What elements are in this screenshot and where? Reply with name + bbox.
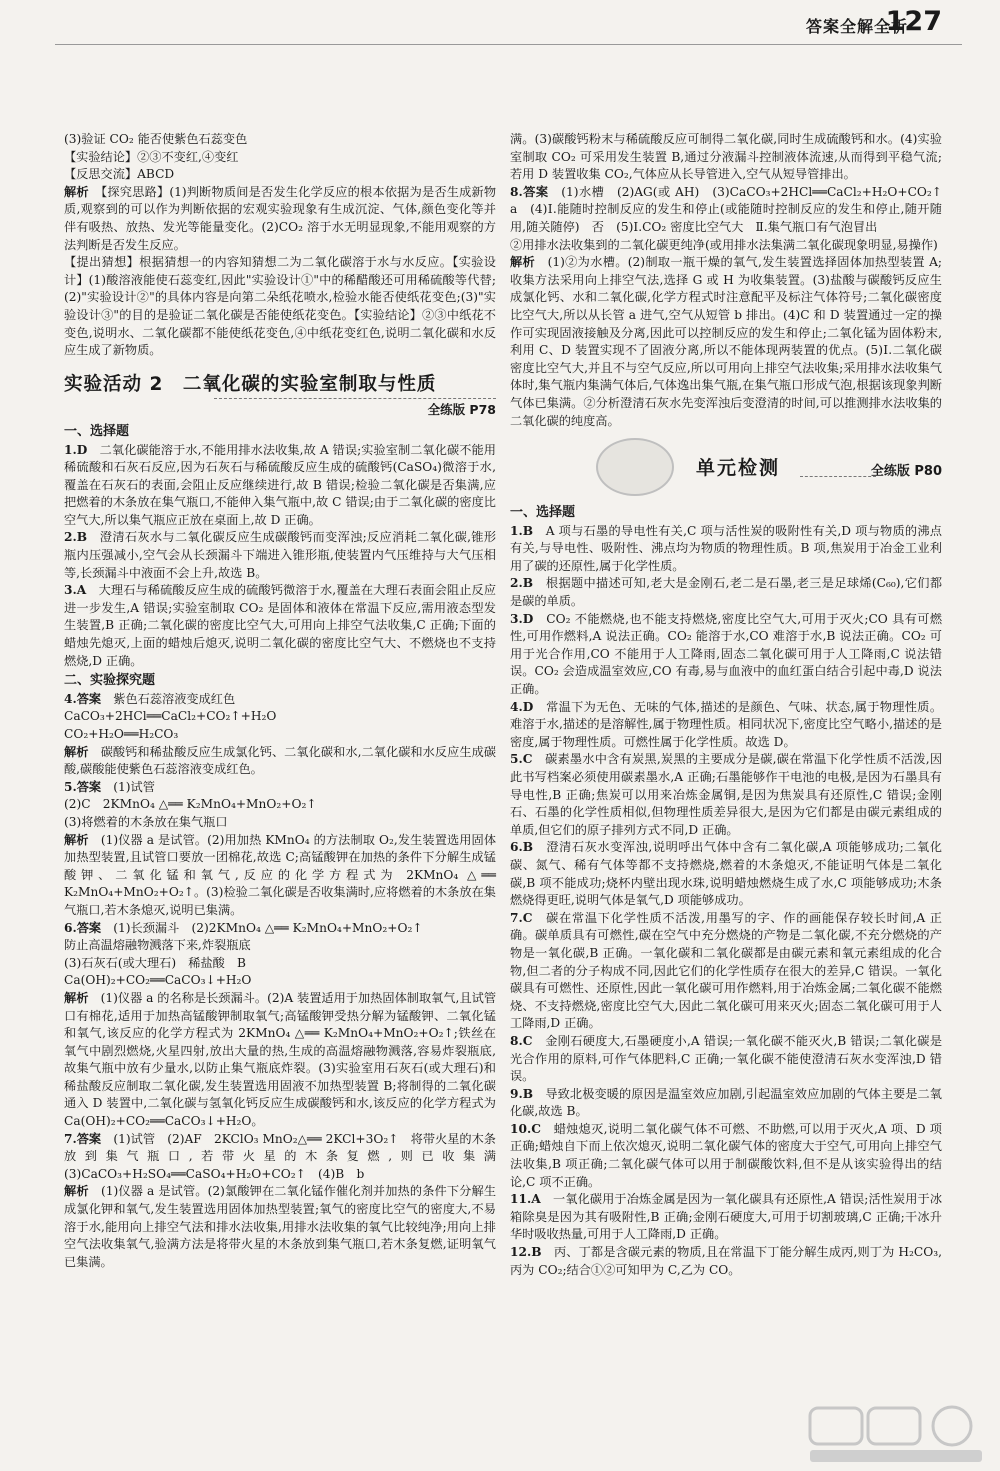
item-text: 常温下为无色、无味的气体,描述的是颜色、气味、状态,属于物理性质。难溶于水,描述的是溶解性,属于物理性质。相同状况下,密度比空气略小,描述的是密度,属于物理性质。可燃性属于化学性质。故选 D。 bbox=[510, 699, 943, 749]
item-label: 5.答案 bbox=[64, 779, 102, 794]
item-text: CO₂ 不能燃烧,也不能支持燃烧,密度比空气大,可用于灭火;CO 具有可燃性,可用作燃料,A 说法正确。CO₂ 能溶于水,CO 难溶于水,B 说法正确。CO₂ 可用于光合作用,CO 不能用于人工降雨,固态二氧化碳可用于人工降雨,C 说法错误。CO₂ 会造成温室效应,CO 有毒,易与血液中的血红蛋白结合引起中毒,D 说法正确。 bbox=[510, 611, 943, 697]
analysis-text: (1)②为水槽。(2)制取一瓶干燥的氧气,发生装置选择固体加热型装置 A;收集方法采用向上排空气法,选择 G 或 H 为收集装置。(3)盐酸与碳酸钙反应生成氯化钙、水和二氧化碳,化学方程式时注意配平及标注气体符号;二氧化碳密度比空气大,所以从长管 a 进气,空气从短管 b 排出。(4)C 和 D 装置通过一定的操作可实现固液接触及分离,因此可以控制反应的发生和停止;二氧化锰为固体粉末,利用 C、D 装置实现不了固液分离,所以不能体现两装置的优点。(5)Ⅰ.二氧化碳密度比空气大,并且不与空气反应,所以可用向上排空气法收集;采用排水法收集气体时,集气瓶内集满气体后,气体逸出集气瓶,在集气瓶口形成气泡,根据该现象判断气体已集满。②分析澄清石灰水先变浑浊后变澄清的时间,可以推测排水法收集的二氧化碳的纯度高。 bbox=[510, 255, 943, 428]
seal-stamp bbox=[596, 438, 674, 496]
item-text: 澄清石灰水变浑浊,说明呼出气体中含有二氧化碳,A 项能够成功;二氧化碳、氮气、稀有气体等都不支持燃烧,燃着的木条熄灭,不能证明气体是二氧化碳,B 项不能成功;烧杯内壁出现水珠,说明蜡烛燃烧生成了水,C 项能够成功;木条燃烧得更旺,说明气体是氧气,D 项能够成功。 bbox=[510, 840, 942, 908]
text-line: ②用排水法收集到的二氧化碳更纯净(或用排水法集满二氧化碳现象明显,易操作) bbox=[510, 237, 938, 252]
analysis-label: 解析 bbox=[64, 1184, 89, 1199]
answer-item bbox=[510, 184, 955, 237]
item-text: 二氧化碳能溶于水,不能用排水法收集,故 A 错误;实验室制二氧化碳不能用稀硫酸和石灰石反应,因为石灰石与稀硫酸反应生成的硫酸钙(CaSO₄)微溶于水,覆盖在石灰石的表面,会阻止反应继续进行,故 B 错误;检验二氧化碳是否集满,应把燃着的木条放在集气瓶口,不能伸入集气瓶中,故 C 错误;由于二氧化碳的密度比空气大,所以集气瓶应正放在桌面上,故 D 正确。 bbox=[64, 442, 496, 527]
header-rule bbox=[55, 44, 962, 45]
answer-item bbox=[64, 529, 496, 582]
answer-item bbox=[64, 691, 496, 709]
analysis-text: (1)仪器 a 是试管。(2)用加热 KMnO₄ 的方法制取 O₂,发生装置选用固体加热型装置,且试管口要放一团棉花,故选 C;高锰酸钾在加热的条件下分解生成锰酸钾、二氧化锰和氧气,反应的化学方程式为 2KMnO₄ △══ K₂MnO₄+MnO₂+O₂↑。(3)检验二氧化碳是否收集满时,应将燃着的木条放在集气瓶口,若木条熄灭,说明已集满。 bbox=[64, 832, 497, 917]
equation: CO₂+H₂O══H₂CO₃ bbox=[64, 727, 179, 741]
item-text: 碳在常温下化学性质不活泼,用墨写的字、作的画能保存较长时间,A 正确。碳单质具有可燃性,碳在空气中充分燃烧的产物是二氧化碳,不充分燃烧的产物是一氧化碳,B 正确。一氧化碳和二氧化碳都是由碳元素和氧元素组成的化合物,但二者的分子构成不同,因此它们的化学性质存在很大的差异,C 错误。一氧化碳具有可燃性、还原性,因此一氧化碳可用作燃料,用于冶炼金属;二氧化碳不能燃烧、不支持燃烧,密度比空气大,因此二氧化碳可用来灭火;固态二氧化碳可用于人工降雨,D 正确。 bbox=[510, 910, 942, 1031]
answer-item bbox=[510, 699, 942, 752]
analysis-text: (1)仪器 a 的名称是长颈漏斗。(2)A 装置适用于加热固体制取氧气,且试管口有棉花,适用于加热高锰酸钾制取氧气;高锰酸钾受热分解为锰酸钾、二氧化锰和氧气,该反应的化学方程式为 2KMnO₄ △══ K₂MnO₄+MnO₂+O₂↑;铁丝在氧气中剧烈燃烧,火星四射,放出大量的热,生成的高温熔融物溅落,容易炸裂瓶底,故集气瓶中放有少量水,以防止集气瓶底炸裂。(3)实验室用石灰石(或大理石)和稀盐酸反应制取二氧化碳,发生装置选用固液不加热型装置 B;将制得的二氧化碳通入 D 装置中,二氧化碳与氢氧化钙反应生成碳酸钙和水,该反应的化学方程式为 Ca(OH)₂+CO₂══CaCO₃↓+H₂O。 bbox=[64, 990, 497, 1129]
unit-ref: 全练版 P80 bbox=[870, 464, 942, 480]
answer-item bbox=[510, 575, 942, 610]
item-text: 澄清石灰水与二氧化碳反应生成碳酸钙而变浑浊;反应消耗二氧化碳,锥形瓶内压强减小,空气会从长颈漏斗下端进入锥形瓶,使装置内气压维持与大气压相等,长颈漏斗中液面不会上升,故选 B。 bbox=[64, 530, 497, 580]
item-text: 一氧化碳用于冶炼金属是因为一氧化碳具有还原性,A 错误;活性炭用于冰箱除臭是因为其有吸附性,B 正确;金刚石硬度大,可用于切割玻璃,C 正确;干冰升华时吸收热量,可用于人工降雨,D 正确。 bbox=[510, 1192, 943, 1242]
answer-item bbox=[64, 920, 496, 938]
left-column bbox=[64, 131, 509, 1271]
item-label: 2.B bbox=[510, 576, 534, 591]
answer-item bbox=[64, 582, 496, 670]
text-line: (3)将燃着的木条放在集气瓶口 bbox=[64, 814, 228, 829]
answer-item bbox=[510, 611, 942, 699]
answer-item bbox=[510, 1244, 942, 1279]
analysis-paragraph bbox=[64, 832, 496, 920]
item-text: 大理石与稀硫酸反应生成的硫酸钙微溶于水,覆盖在大理石表面会阻止反应进一步发生,A 错误;实验室制取 CO₂ 是固体和液体在常温下反应,需用液态型发生装置,B 正确;二氧化碳的密度比空气大,可用向上排空气法收集,C 正确;下面的蜡烛先熄灭,上面的蜡烛后熄灭,说明二氧化碳的密度比空气大、不燃烧也不支持燃烧,D 正确。 bbox=[64, 583, 497, 668]
item-label: 7.答案 bbox=[64, 1131, 102, 1146]
text-line: 【实验结论】②③不变红,④变红 bbox=[64, 149, 239, 164]
analysis-paragraph bbox=[64, 184, 496, 254]
analysis-label: 解析 bbox=[64, 990, 89, 1005]
item-text: (1)试管 (2)AF 2KClO₃ MnO₂△══ 2KCl+3O₂↑ 将带火星的木条放到集气瓶口,若带火星的木条复燃,则已收集满 (3)CaCO₃+H₂SO₄══CaSO₄+H₂O+CO₂↑ (4)B b bbox=[64, 1131, 509, 1181]
part-title: 一、选择题 bbox=[64, 423, 130, 439]
analysis-label: 解析 bbox=[510, 255, 536, 270]
item-label: 3.D bbox=[510, 611, 534, 626]
section-ref: 全练版 P78 bbox=[214, 398, 496, 419]
section-title: 实验活动 2 二氧化碳的实验室制取与性质 bbox=[64, 373, 437, 395]
analysis-text: 碳酸钙和稀盐酸反应生成氯化钙、二氧化碳和水,二氧化碳和水反应生成碳酸,碳酸能使紫色石蕊溶液变成红色。 bbox=[64, 744, 497, 777]
analysis-paragraph bbox=[510, 254, 942, 430]
right-column bbox=[510, 131, 955, 1279]
dotted-leader bbox=[800, 476, 876, 477]
answer-item bbox=[510, 751, 942, 839]
item-label: 3.A bbox=[64, 583, 87, 598]
item-text: 金刚石硬度大,石墨硬度小,A 错误;一氧化碳不能灭火,B 错误;二氧化碳是光合作用的原料,可作气体肥料,C 正确;一氧化碳不能使澄清石灰水变浑浊,D 错误。 bbox=[510, 1033, 943, 1084]
item-text: (1)水槽 (2)AG(或 AH) (3)CaCO₃+2HCl══CaCl₂+H₂O+CO₂↑ a (4)Ⅰ.能随时控制反应的发生和停止(或能随时控制反应的发生和停止,随开随用,随关随停) 否 (5)Ⅰ.CO₂ 密度比空气大 Ⅱ.集气瓶口有气泡冒出 bbox=[510, 184, 955, 234]
answer-item bbox=[510, 1033, 942, 1086]
answer-item bbox=[510, 1191, 942, 1244]
item-label: 1.B bbox=[510, 523, 534, 538]
item-label: 8.答案 bbox=[510, 184, 549, 199]
analysis-text: (1)仪器 a 是试管。(2)氯酸钾在二氧化锰作催化剂并加热的条件下分解生成氯化钾和氧气,发生装置选用固体加热型装置;氧气的密度比空气的密度大,不易溶于水,能用向上排空气法和排水法收集,用排水法收集的氧气比较纯净;用向上排空气法收集氧气,验满方法是将带火星的木条放到集气瓶口,若木条复燃,证明氧气已集满。 bbox=[64, 1184, 497, 1269]
page-number: 127 bbox=[885, 6, 942, 37]
analysis-label: 解析 bbox=[64, 832, 89, 847]
part-title: 一、选择题 bbox=[510, 505, 576, 521]
header-label: 答案全解全析 bbox=[805, 17, 908, 36]
answer-item bbox=[510, 839, 942, 909]
answer-item bbox=[64, 1131, 509, 1184]
page-header bbox=[0, 0, 1000, 46]
answer-item bbox=[64, 442, 496, 530]
analysis-text: 【探究思路】(1)判断物质间是否发生化学反应的根本依据为是否生成新物质,观察到的可以作为判断依据的宏观实验现象有生成沉淀、气体,颜色变化等并伴有吸热、放热、发光等能量变化。(2)CO₂ 溶于水无明显现象,不能用观察的方法判断是否发生反应。 bbox=[64, 184, 497, 252]
item-label: 6.答案 bbox=[64, 920, 102, 935]
continued-paragraph: 满。(3)碳酸钙粉末与稀硫酸反应可制得二氧化碳,同时生成硫酸钙和水。(4)实验室制取 CO₂ 可采用发生装置 B,通过分液漏斗控制液体流速,从而得到平稳气流;若用 D 装置收集 CO₂,气体应从长导管进入,空气从短导管排出。 bbox=[510, 132, 942, 182]
analysis-label: 解析 bbox=[64, 184, 89, 199]
item-label: 7.C bbox=[510, 910, 533, 925]
analysis-label: 解析 bbox=[64, 744, 89, 759]
item-label: 12.B bbox=[510, 1245, 542, 1260]
text-line: (3)石灰石(或大理石) 稀盐酸 B bbox=[64, 955, 246, 970]
unit-title: 单元检测 bbox=[696, 457, 781, 480]
item-text: A 项与石墨的导电性有关,C 项与活性炭的吸附性有关,D 项与物质的沸点有关,与导电性、吸附性、沸点均为物质的物理性质。B 项,焦炭用于冶金工业利用了碳的还原性,属于化学性质。 bbox=[510, 523, 942, 573]
unit-answer-list bbox=[510, 523, 942, 1280]
equation: CaCO₃+2HCl══CaCl₂+CO₂↑+H₂O bbox=[64, 709, 277, 724]
item-text: 碳素墨水中含有炭黑,炭黑的主要成分是碳,碳在常温下化学性质不活泼,因此书写档案必须使用碳素墨水,A 正确;石墨能够作干电池的电极,是因为石墨具有导电性,B 正确;焦炭可以用来冶炼金属铜,是因为焦炭具有还原性,C 错误;金刚石、石墨的化学性质相似,但物理性质差异很大,是因为它们都是由碳元素组成的单质,但它们的原子排列方式不同,D 正确。 bbox=[510, 752, 943, 837]
answer-item bbox=[510, 910, 942, 1033]
answer-item bbox=[510, 1121, 942, 1191]
equation: Ca(OH)₂+CO₂══CaCO₃↓+H₂O bbox=[64, 973, 252, 988]
item-text: 导致北极变暖的原因是温室效应加剧,引起温室效应加剧的气体主要是二氧化碳,故选 B。 bbox=[510, 1086, 942, 1119]
analysis-paragraph bbox=[64, 744, 496, 779]
item-label: 5.C bbox=[510, 752, 533, 767]
text-line: (2)C 2KMnO₄ △══ K₂MnO₄+MnO₂+O₂↑ bbox=[64, 797, 317, 812]
item-text: 根据题中描述可知,老大是金刚石,老二是石墨,老三是足球烯(C₆₀),它们都是碳的单质。 bbox=[510, 576, 943, 609]
item-label: 4.D bbox=[510, 699, 534, 714]
text-line: 【反思交流】ABCD bbox=[64, 167, 175, 182]
item-label: 9.B bbox=[510, 1086, 534, 1101]
item-label: 6.B bbox=[510, 840, 534, 855]
item-text: (1)试管 bbox=[113, 779, 155, 794]
answer-item bbox=[510, 523, 942, 576]
answer-item bbox=[64, 779, 496, 797]
item-text: 蜡烛熄灭,说明二氧化碳气体不可燃、不助燃,可以用于灭火,A 项、D 项正确;蜡烛自下而上依次熄灭,说明二氧化碳气体的密度大于空气,可用向上排空气法收集,B 项正确;二氧化碳气体可以用于制碳酸饮料,但不是从该实验得出的结论,C 项不正确。 bbox=[510, 1121, 942, 1189]
item-text: (1)长颈漏斗 (2)2KMnO₄ △══ K₂MnO₄+MnO₂+O₂↑ bbox=[113, 920, 423, 935]
text-line: (3)验证 CO₂ 能否使紫色石蕊变色 bbox=[64, 132, 248, 146]
item-label: 11.A bbox=[510, 1192, 541, 1207]
item-label: 2.B bbox=[64, 530, 88, 545]
item-label: 4.答案 bbox=[64, 691, 102, 706]
item-text: 丙、丁都是含碳元素的物质,且在常温下丁能分解生成丙,则丁为 H₂CO₃,丙为 CO₂;结合①②可知甲为 C,乙为 CO。 bbox=[510, 1245, 943, 1277]
answer-item bbox=[510, 1086, 942, 1121]
text-line: 防止高温熔融物溅落下来,炸裂瓶底 bbox=[64, 938, 251, 953]
item-label: 10.C bbox=[510, 1121, 541, 1136]
item-label: 1.D bbox=[64, 442, 88, 457]
analysis-paragraph bbox=[64, 990, 496, 1131]
item-label: 8.C bbox=[510, 1033, 533, 1048]
unit-banner bbox=[510, 436, 942, 496]
part-title: 二、实验探究题 bbox=[64, 673, 156, 689]
hypothesis-paragraph: 【提出猜想】根据猜想一的内容知猜想二为二氧化碳溶于水与水反应。【实验设计】(1)酸溶液能使石蕊变红,因此"实验设计①"中的稀醋酸还可用稀硫酸等代替;(2)"实验设计②"的具体内容是向第二朵纸花喷水,检验水能否使纸花变色;(3)"实验设计③"的目的是验证二氧化碳是否能使纸花变色。【实验结论】②③中纸花不变色,说明水、二氧化碳都不能使纸花变色,④中纸花变红色,说明二氧化碳和水反应生成了新物质。 bbox=[64, 255, 496, 358]
item-text: 紫色石蕊溶液变成红色 bbox=[113, 691, 236, 706]
watermark-logo bbox=[806, 1404, 986, 1466]
analysis-paragraph bbox=[64, 1183, 496, 1271]
